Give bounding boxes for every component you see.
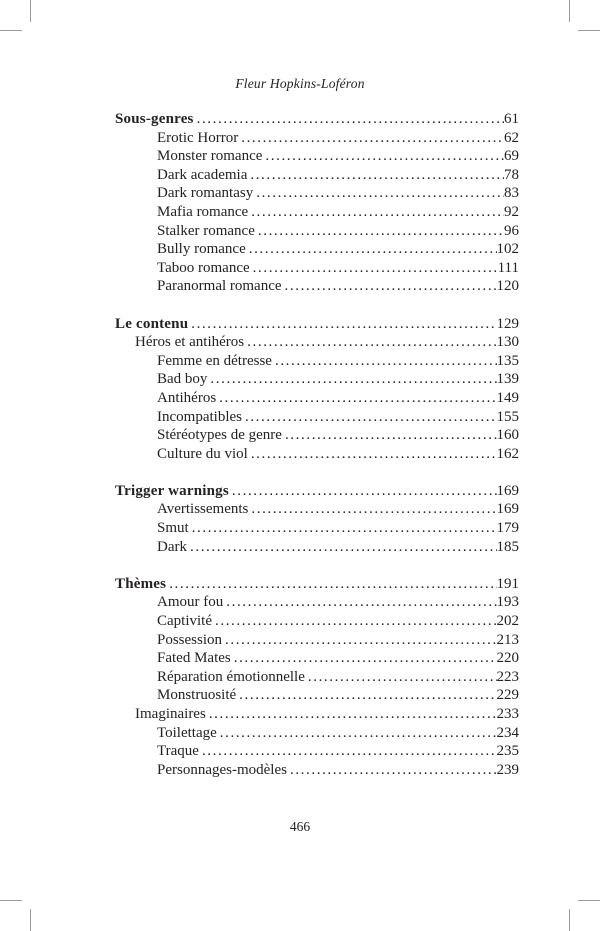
toc-entry <box>115 315 519 334</box>
toc-entry <box>115 649 519 668</box>
toc-section <box>115 482 519 556</box>
dot-leader <box>232 482 497 501</box>
toc-entry-page: 233 <box>496 706 519 722</box>
toc-entry <box>115 333 519 352</box>
dot-leader <box>275 352 497 371</box>
dot-leader <box>169 575 496 594</box>
dot-leader <box>308 668 497 687</box>
toc-entry <box>115 222 519 241</box>
dot-leader <box>202 742 497 761</box>
toc-entry-label: Dark romantasy <box>157 185 254 202</box>
toc-entry-page: 179 <box>496 520 519 537</box>
toc-entry-label: Trigger warnings <box>115 482 229 499</box>
dot-leader <box>247 333 496 352</box>
toc-entry-page: 202 <box>496 613 519 630</box>
crop-mark-top-right-vertical <box>569 0 570 22</box>
toc-entry-label: Monstruosité <box>157 687 237 704</box>
toc-entry <box>115 631 519 650</box>
toc-entry-page: 239 <box>496 761 519 778</box>
toc-entry <box>115 445 519 464</box>
toc-entry-page: 102 <box>496 241 519 258</box>
toc-entry <box>115 538 519 557</box>
toc-entry-page: 129 <box>496 315 519 332</box>
toc-entry-label: Le contenu <box>115 315 189 332</box>
dot-leader <box>250 166 504 185</box>
dot-leader <box>234 649 497 668</box>
dot-leader <box>239 686 496 705</box>
toc-entry-label: Héros et antihéros <box>135 334 245 351</box>
toc-section <box>115 575 519 780</box>
toc-entry-label: Culture du viol <box>157 445 248 462</box>
toc-entry-page: 234 <box>496 724 519 741</box>
dot-leader <box>190 538 497 557</box>
toc-entry-label: Traque <box>157 743 199 760</box>
crop-mark-top-right-horizontal <box>578 30 600 31</box>
toc-entry-label: Bully romance <box>157 241 246 258</box>
toc-entry-page: 220 <box>496 650 519 667</box>
toc-entry <box>115 352 519 371</box>
toc-entry-label: Femme en détresse <box>157 352 272 369</box>
dot-leader <box>191 315 496 334</box>
toc-entry-page: 111 <box>497 259 519 276</box>
dot-leader <box>245 408 497 427</box>
toc-entry-page: 191 <box>496 575 519 592</box>
toc-entry-label: Personnages-modèles <box>157 761 287 778</box>
toc-entry <box>115 370 519 389</box>
toc-entry <box>115 259 519 278</box>
dot-leader <box>285 426 497 445</box>
crop-mark-top-left-horizontal <box>0 30 22 31</box>
toc-entry <box>115 686 519 705</box>
toc-entry <box>115 129 519 148</box>
toc-entry <box>115 203 519 222</box>
folio-page-number: 466 <box>289 819 311 834</box>
toc-entry-page: 135 <box>496 352 519 369</box>
toc-entry-page: 92 <box>504 203 519 220</box>
toc-entry-label: Taboo romance <box>157 259 250 276</box>
toc-entry-page: 229 <box>496 687 519 704</box>
dot-leader <box>285 277 497 296</box>
dot-leader <box>251 500 496 519</box>
toc-entry-label: Imaginaires <box>135 706 206 722</box>
toc-entry-page: 185 <box>496 538 519 555</box>
toc-entry-label: Dark <box>157 538 187 555</box>
toc-entry-page: 169 <box>496 482 519 499</box>
toc-entry-label: Antihéros <box>157 389 217 406</box>
dot-leader <box>220 724 497 743</box>
toc-entry-label: Stalker romance <box>157 222 255 239</box>
toc-entry-label: Stéréotypes de genre <box>157 427 282 444</box>
crop-mark-bottom-right-vertical <box>569 909 570 931</box>
toc-entry-page: 130 <box>496 334 519 351</box>
dot-leader <box>253 259 498 278</box>
toc-entry-label: Captivité <box>157 613 212 630</box>
toc-entry-page: 69 <box>504 148 519 165</box>
toc-entry-page: 223 <box>496 668 519 685</box>
dot-leader <box>265 147 504 166</box>
toc-entry <box>115 426 519 445</box>
dot-leader <box>251 445 497 464</box>
toc-entry-page: 235 <box>496 743 519 760</box>
toc-entry-page: 120 <box>496 278 519 295</box>
dot-leader <box>258 222 504 241</box>
toc-entry-label: Monster romance <box>157 148 263 165</box>
toc-entry <box>115 724 519 743</box>
toc-entry <box>115 668 519 687</box>
toc-section <box>115 315 519 464</box>
running-header: Fleur Hopkins-Loféron <box>235 76 365 91</box>
toc-entry <box>115 166 519 185</box>
toc-entry <box>115 761 519 780</box>
toc-entry-page: 96 <box>504 222 519 239</box>
toc-entry-label: Sous-genres <box>115 111 194 127</box>
dot-leader <box>209 705 497 724</box>
toc-entry-page: 61 <box>504 111 519 127</box>
dot-leader <box>241 129 504 148</box>
dot-leader <box>251 203 504 222</box>
crop-mark-bottom-left-horizontal <box>0 900 22 901</box>
toc-entry <box>115 612 519 631</box>
dot-leader <box>290 761 497 780</box>
toc-entry-label: Possession <box>157 631 223 648</box>
crop-mark-bottom-left-vertical <box>30 909 31 931</box>
toc-entry-page: 149 <box>496 389 519 406</box>
dot-leader <box>256 184 504 203</box>
dot-leader <box>226 593 496 612</box>
dot-leader <box>210 370 496 389</box>
toc-entry <box>115 575 519 594</box>
toc-entry-label: Dark academia <box>157 166 248 183</box>
toc-entry-label: Incompatibles <box>157 408 242 425</box>
toc-entry-label: Erotic Horror <box>157 129 239 146</box>
toc-entry-page: 193 <box>496 594 519 611</box>
crop-mark-bottom-right-horizontal <box>578 900 600 901</box>
dot-leader <box>225 631 496 650</box>
dot-leader <box>197 110 504 129</box>
toc-entry-label: Smut <box>157 520 189 537</box>
toc-entry <box>115 240 519 259</box>
toc-entry-page: 160 <box>496 427 519 444</box>
toc-entry <box>115 705 519 724</box>
toc-list <box>115 110 519 779</box>
toc-entry-label: Amour fou <box>157 594 224 611</box>
toc-entry-label: Paranormal romance <box>157 278 282 295</box>
toc-entry-page: 213 <box>496 631 519 648</box>
toc-entry <box>115 482 519 501</box>
toc-entry-page: 162 <box>496 445 519 462</box>
toc-entry-page: 169 <box>496 501 519 518</box>
toc-entry <box>115 110 519 129</box>
toc-entry-page: 78 <box>504 166 519 183</box>
toc-entry <box>115 184 519 203</box>
toc-entry-page: 155 <box>496 408 519 425</box>
toc-entry-label: Fated Mates <box>157 650 231 667</box>
toc-entry-label: Toilettage <box>157 724 217 741</box>
toc-entry-page: 62 <box>504 129 519 146</box>
dot-leader <box>192 519 497 538</box>
toc-entry <box>115 147 519 166</box>
dot-leader <box>215 612 497 631</box>
crop-mark-top-left-vertical <box>30 0 31 22</box>
toc-entry <box>115 500 519 519</box>
toc-entry-label: Mafia romance <box>157 203 249 220</box>
dot-leader <box>219 389 496 408</box>
toc-section <box>115 110 519 296</box>
dot-leader <box>249 240 497 259</box>
toc-entry <box>115 408 519 427</box>
toc-entry <box>115 519 519 538</box>
toc-entry-label: Thèmes <box>115 575 167 592</box>
toc-entry <box>115 742 519 761</box>
toc-entry <box>115 593 519 612</box>
toc-entry-label: Réparation émotionnelle <box>157 668 305 685</box>
toc-entry-label: Avertissements <box>157 501 249 518</box>
toc-entry-page: 83 <box>504 185 519 202</box>
toc-entry-label: Bad boy <box>157 371 208 388</box>
toc-entry-page: 139 <box>496 371 519 388</box>
toc-entry <box>115 389 519 408</box>
toc-entry <box>115 277 519 296</box>
